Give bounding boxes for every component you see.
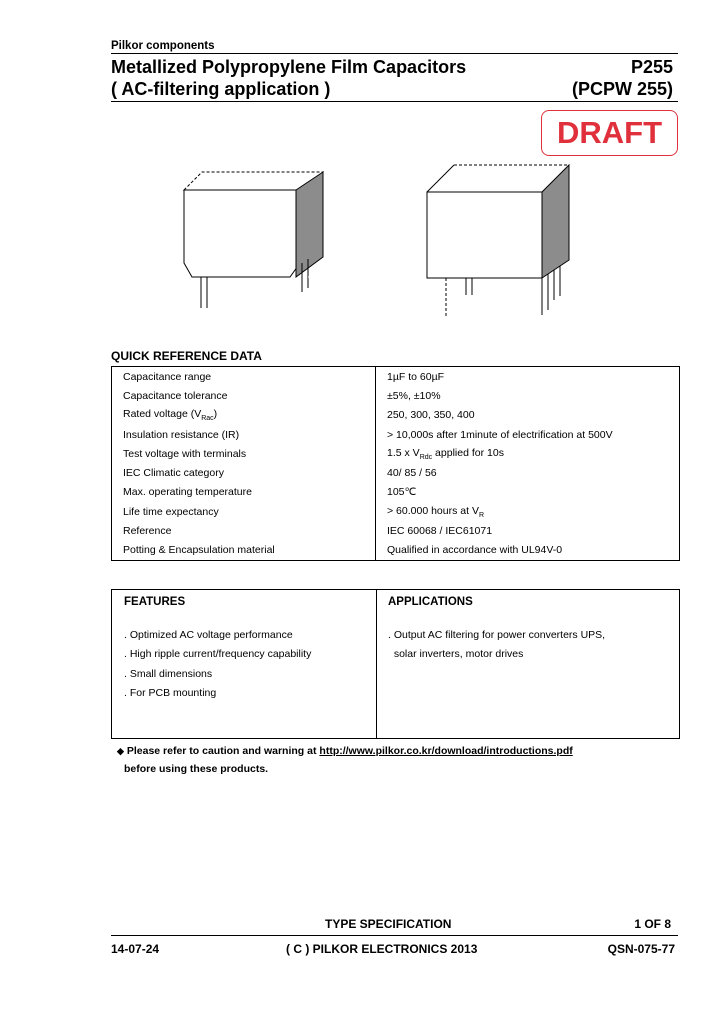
list-item: . Output AC filtering for power converters UPS, [388,629,606,641]
list-item: . Small dimensions [124,667,213,680]
row-value: 1.5 x $V_{Rdc}$ applied for 10s [387,446,504,461]
row-value: Qualified in accordance with UL94V-0 [387,544,563,557]
table-row [112,521,680,540]
page-indicator: 1 OF 8 [634,917,671,931]
row-value: 40/ 85 / 56 [387,467,437,480]
table-row [112,444,680,463]
part-number: P255 [630,57,673,77]
row-value: > 10,000s after 1minute of electrification at 500V [387,428,613,441]
row-value: > 60.000 hours at $V_R$ [387,504,485,519]
type-specification-label: TYPE SPECIFICATION [325,917,452,931]
capacitor-drawings [170,160,590,325]
row-label: Max. operating temperature [112,483,376,502]
row-value: 1µF to 60µF [387,370,445,383]
caution-link[interactable]: http://www.pilkor.co.kr/download/introductions.pdf [319,745,573,757]
table-row [112,502,680,521]
header-rule-top [111,53,678,54]
row-label: Life time expectancy [112,502,376,521]
applications-heading: APPLICATIONS [388,596,473,608]
table-row [112,483,680,502]
title-line-1: Metallized Polypropylene Film Capacitors [111,57,467,77]
features-heading: FEATURES [124,596,186,608]
row-label: Capacitance range [112,367,376,387]
features-applications-box [111,589,680,739]
applications-column [388,596,605,665]
header-rule-bottom [111,101,678,102]
column-divider [376,590,377,738]
part-number-block [572,56,673,100]
draft-stamp: DRAFT [541,110,678,156]
row-label: Test voltage with terminals [112,444,376,463]
note-text: Please refer to caution and warning at [126,745,320,757]
table-row [112,386,680,405]
list-item: solar inverters, motor drives [388,648,524,661]
capacitor-drawing-right [427,165,569,318]
table-row [112,367,680,387]
table-row [112,541,680,561]
footer-rule [111,935,678,936]
footer-doc-number: QSN-075-77 [607,942,675,956]
row-label: Potting & Encapsulation material [112,541,376,561]
row-value: 105℃ [387,486,417,499]
row-label: Capacitance tolerance [112,386,376,405]
footer-copyright: ( C ) PILKOR ELECTRONICS 2013 [286,942,478,956]
row-label: Rated voltage $(V_{Rac})$ [112,406,376,425]
quick-reference-heading: QUICK REFERENCE DATA [111,349,262,363]
title-line-2: ( AC-filtering application ) [111,79,331,99]
list-item: . Optimized AC voltage performance [124,629,293,641]
row-label: IEC Climatic category [112,463,376,482]
list-item: . High ripple current/frequency capability [124,648,312,661]
table-row [112,463,680,482]
quick-reference-table [111,366,680,561]
diamond-bullet-icon: ◆ [117,746,124,756]
company-name: Pilkor components [111,40,215,52]
row-value: ±5%, ±10% [387,389,441,402]
part-alias: (PCPW 255) [571,79,673,99]
row-value: IEC 60068 / IEC61071 [387,525,493,538]
row-value: 250, 300, 350, 400 [387,409,475,422]
document-title [111,56,466,100]
table-row [112,425,680,444]
list-item: . For PCB mounting [124,686,217,699]
caution-note [117,742,573,778]
table-row [112,406,680,425]
footer-date: 14-07-24 [111,942,160,956]
capacitor-drawing-left [184,172,323,308]
row-label: Insulation resistance (IR) [112,425,376,444]
features-column [124,596,311,703]
row-label: Reference [112,521,376,540]
note-text-line2: before using these products. [124,763,269,775]
